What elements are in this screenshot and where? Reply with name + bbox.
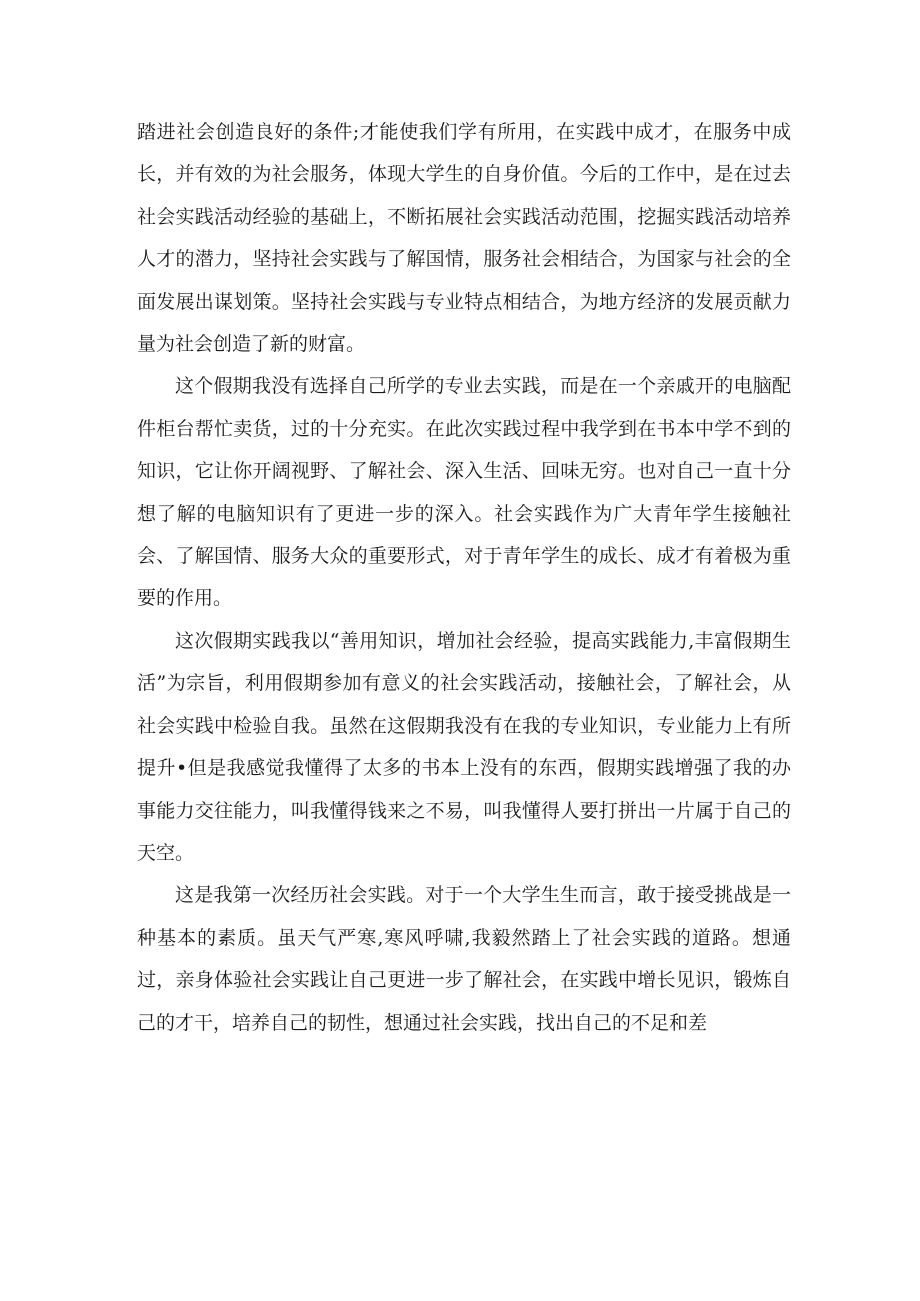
paragraph-1: 踏进社会创造良好的条件;才能使我们学有所用，在实践中成才，在服务中成长，并有效的为社会服务，体现大学生的自身价值。今后的工作中，是在过去社会实践活动经验的基础上，不断拓展社会实践活动范围，挖掘实践活动培养人才的潜力，坚持社会实践与了解国情，服务社会相结合，为国家与社会的全面发展出谋划策。坚持社会实践与专业特点相结合，为地方经济的发展贡献力量为社会创造了新的财富。 <box>137 121 791 356</box>
paragraph-3: 这次假期实践我以“善用知识，增加社会经验，提高实践能力,丰富假期生活”为宗旨，利用假期参加有意义的社会实践活动，接触社会，了解社会，从社会实践中检验自我。虽然在这假期我没有在我的专业知识，专业能力上有所提升•但是我感觉我懂得了太多的书本上没有的东西，假期实践增强了我的办事能力交往能力，叫我懂得钱来之不易，叫我懂得人要打拼出一片属于自己的天空。 <box>137 629 791 864</box>
document-body <box>137 111 791 1044</box>
paragraph-2: 这个假期我没有选择自己所学的专业去实践，而是在一个亲戚开的电脑配件柜台帮忙卖货，过的十分充实。在此次实践过程中我学到在书本中学不到的知识，它让你开阔视野、了解社会、深入生活、回味无穷。也对自己一直十分想了解的电脑知识有了更进一步的深入。社会实践作为广大青年学生接触社会、了解国情、服务大众的重要形式，对于青年学生的成长、成才有着极为重要的作用。 <box>137 375 791 610</box>
paragraph-4: 这是我第一次经历社会实践。对于一个大学生生而言，敢于接受挑战是一种基本的素质。虽天气严寒,寒风呼啸,我毅然踏上了社会实践的道路。想通过，亲身体验社会实践让自己更进一步了解社会，在实践中增长见识，锻炼自己的才干，培养自己的韧性，想通过社会实践，找出自己的不足和差 <box>137 884 791 1034</box>
